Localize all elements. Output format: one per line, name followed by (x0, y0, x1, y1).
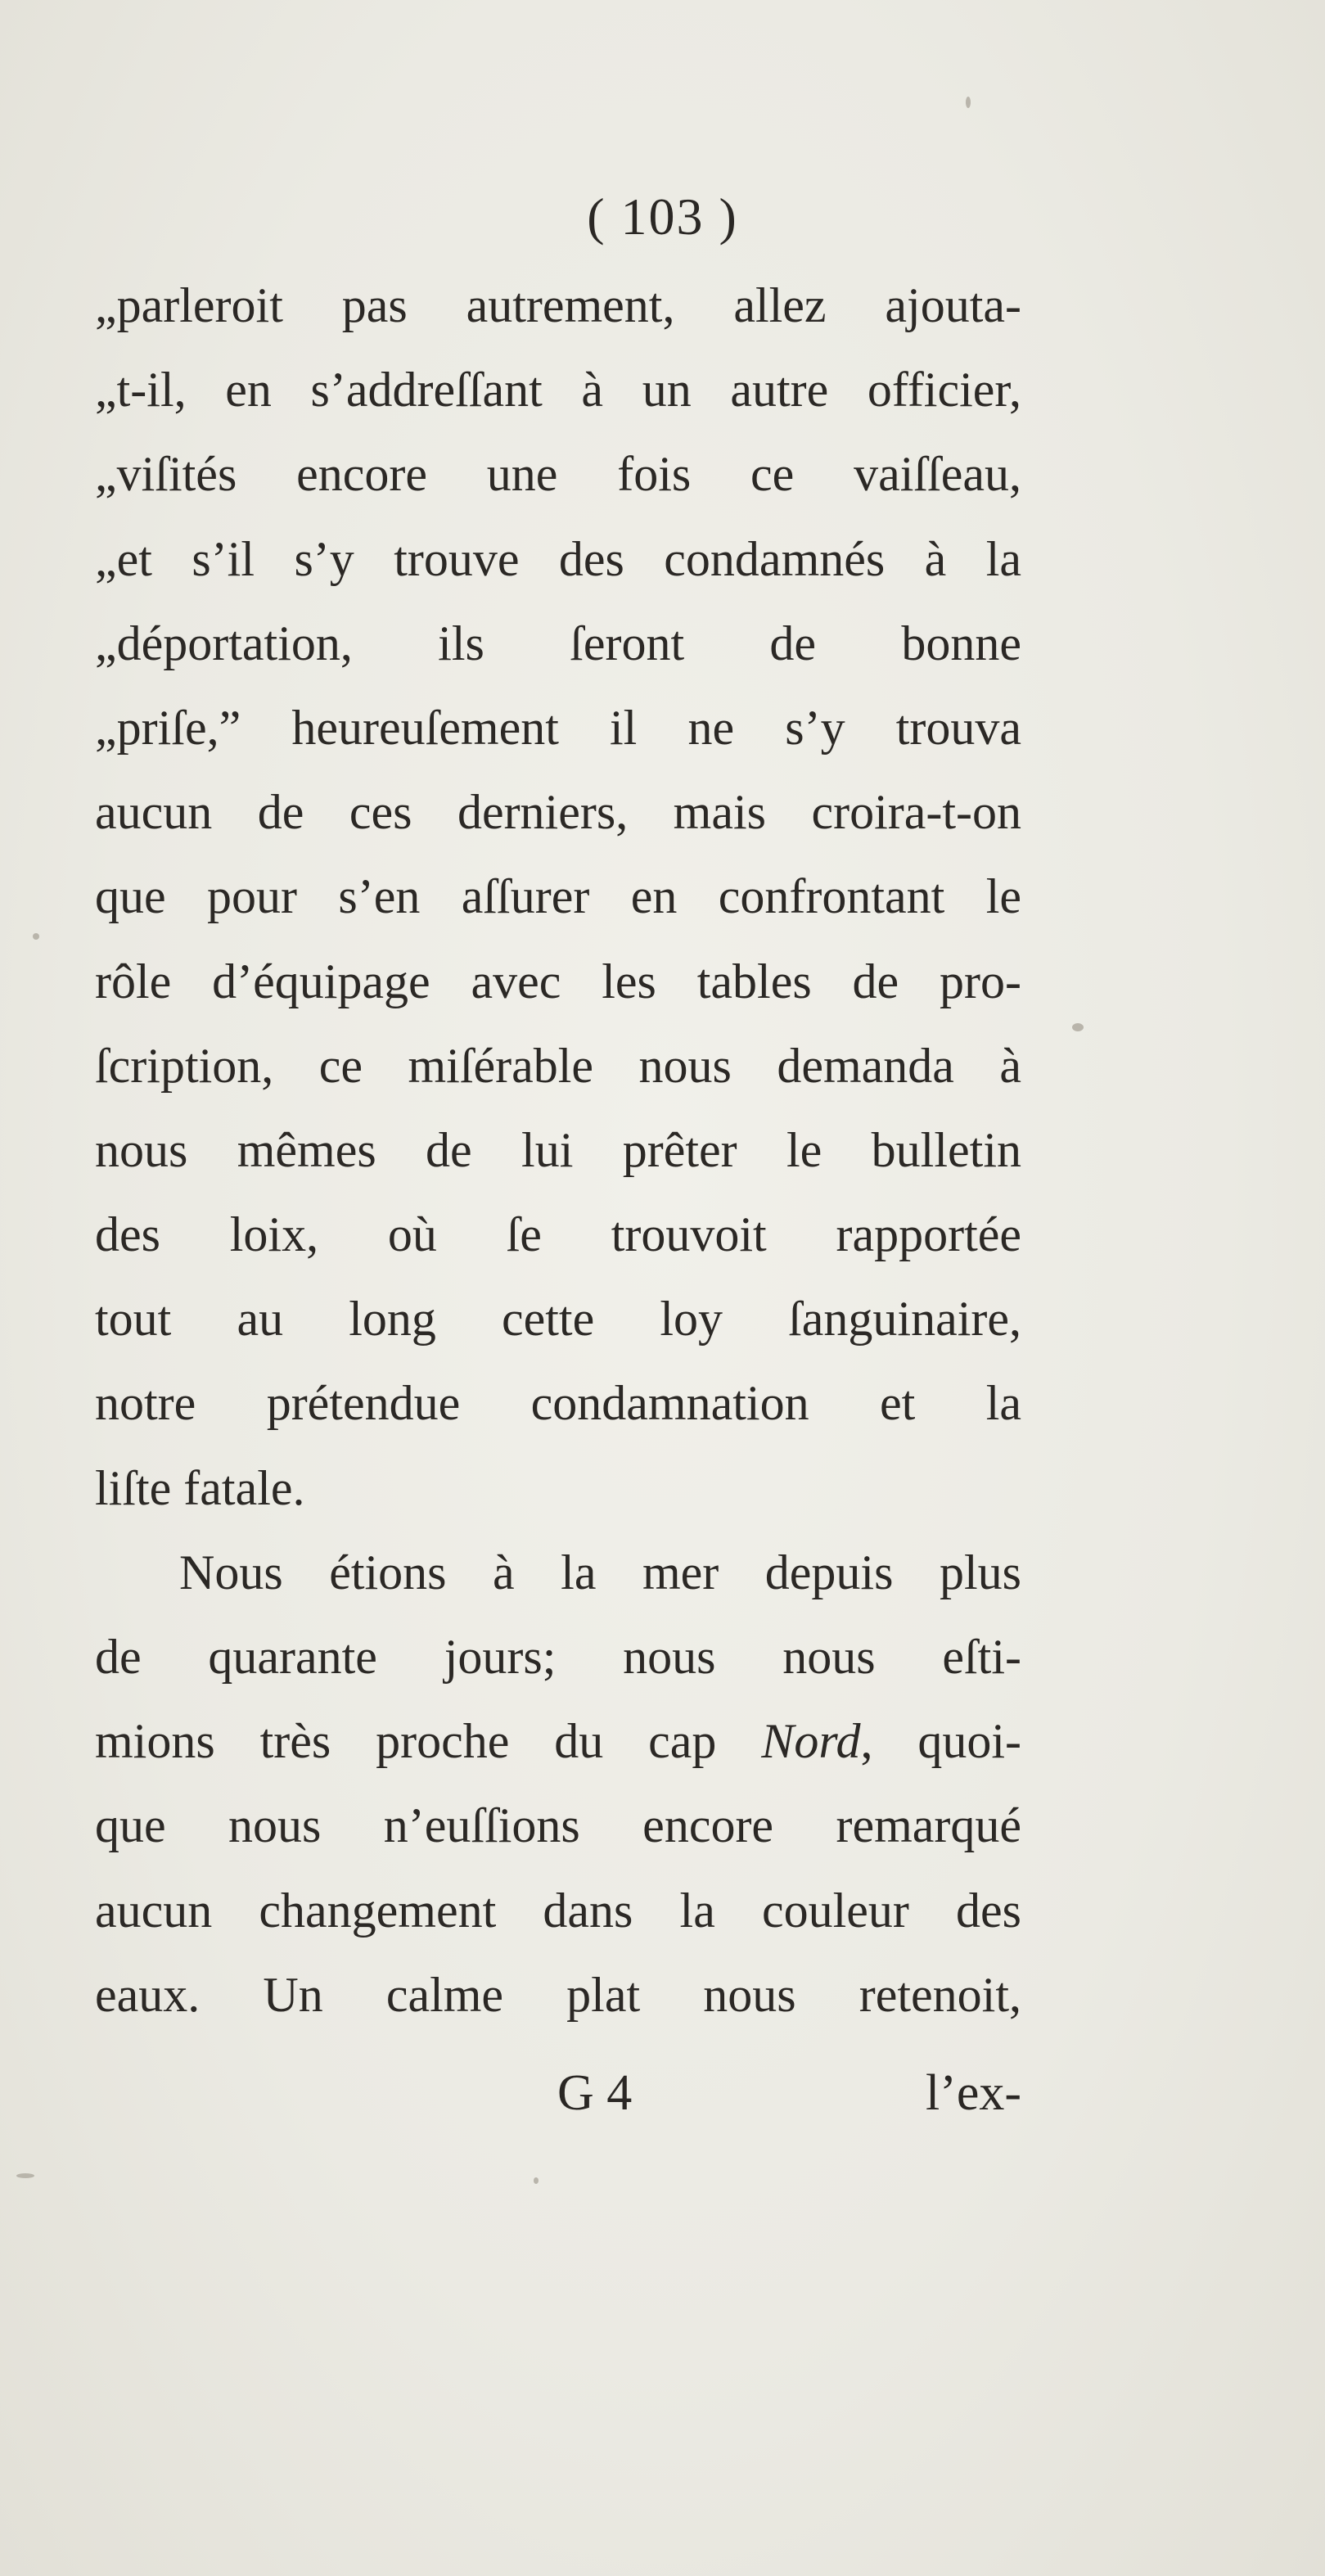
text-segment: , quoi- (860, 1714, 1021, 1769)
paper-speck (534, 2177, 539, 2184)
text-line: que pour s’en aſſurer en confrontant le (95, 869, 1021, 924)
text-line: que nous n’euſſions encore remarqué (95, 1798, 1021, 1853)
page-footer (95, 2064, 1021, 2146)
page-number-header: ( 103 ) (587, 187, 738, 246)
paper-speck (16, 2173, 34, 2178)
text-line: notre prétendue condamnation et la (95, 1376, 1021, 1431)
catchword: l’ex- (925, 2065, 1021, 2121)
text-line: „déportation, ils ſeront de bonne (95, 616, 1021, 670)
text-line: nous mêmes de lui prêter le bulletin (95, 1122, 1021, 1177)
text-line: aucun de ces derniers, mais croira-t-on (95, 785, 1021, 840)
paper-speck (1072, 1023, 1084, 1031)
text-line: ſcription, ce miſérable nous demanda à (95, 1038, 1021, 1093)
text-segment: mions très proche du cap (95, 1714, 762, 1769)
text-line: tout au long cette loy ſanguinaire, (95, 1292, 1021, 1347)
text-line: „et s’il s’y trouve des condamnés à la (95, 531, 1021, 586)
text-line: „t-il, en s’addreſſant à un autre officier, (95, 363, 1021, 417)
paper-speck (33, 933, 39, 940)
text-line: eaux. Un calme plat nous retenoit, (95, 1967, 1021, 2022)
text-line-with-italic (95, 1699, 1021, 1784)
text-line: „parleroit pas autrement, allez ajouta- (95, 278, 1021, 332)
paragraph-start-line: Nous étions à la mer depuis plus (179, 1545, 1021, 1599)
text-line: aucun changement dans la couleur des (95, 1883, 1021, 1938)
signature-mark: G 4 (557, 2065, 633, 2121)
text-line: rôle d’équipage avec les tables de pro- (95, 954, 1021, 1008)
italic-place-name: Nord (761, 1714, 861, 1769)
text-line: des loix, où ſe trouvoit rapportée (95, 1207, 1021, 1262)
body-text (95, 264, 1021, 2037)
paper-speck (966, 97, 971, 108)
text-line: „viſités encore une fois ce vaiſſeau, (95, 447, 1021, 502)
text-line: de quarante jours; nous nous eſti- (95, 1630, 1021, 1684)
text-line: „priſe,” heureuſement il ne s’y trouva (95, 700, 1021, 755)
text-line: liſte fatale. (95, 1460, 305, 1515)
